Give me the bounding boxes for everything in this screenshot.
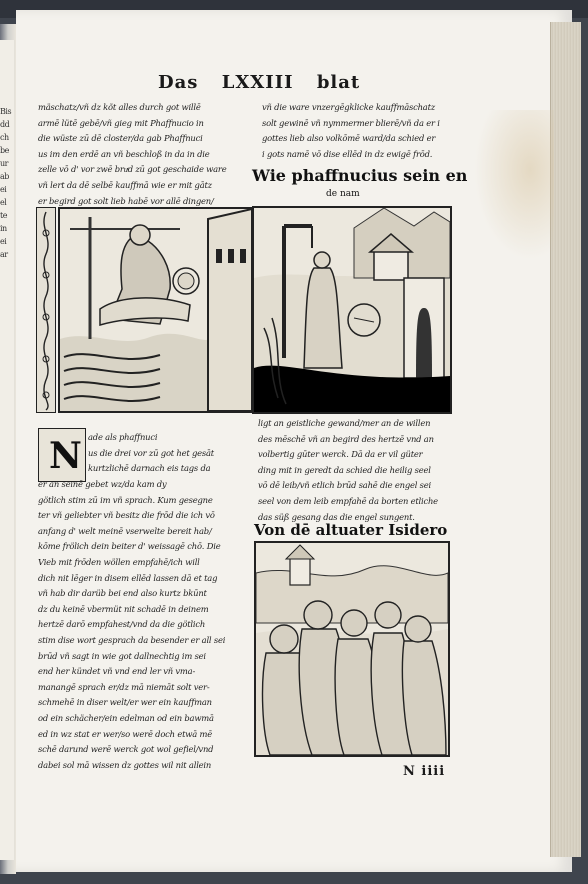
- folio-number: LXXIII: [221, 72, 294, 93]
- signature-mark: N iiii: [403, 764, 446, 779]
- text-column-right-mid: [258, 416, 454, 525]
- text-line: seel von dem leib empfahē da borten etliche: [258, 495, 438, 506]
- text-line: od ein schächer/ein edelman od ein bawmā: [38, 712, 214, 723]
- ornamental-border: [36, 207, 56, 413]
- text-line: gottes lieb also volkōmē ward/da schied er: [262, 133, 436, 144]
- text-line: Vieb mit frōden wöllen empfahē/ich will: [38, 556, 200, 567]
- text-line: er begird got solt lieb habē vor allē dingen/: [38, 195, 214, 206]
- margin-fragment-line: te: [0, 211, 7, 220]
- text-line: schmehē in diser welt/er wer ein kauffman: [38, 697, 212, 708]
- text-line: mäschatz/vñ dz kõt alles durch got willē: [38, 102, 201, 112]
- text-line: armē lütē gebē/vñ gieg mit Phaffnucio in: [38, 117, 204, 128]
- text-line: das süß gesang das die engel sungent.: [258, 511, 415, 522]
- text-line: dich nit lēger in disem ellēd lassen dā et tag: [38, 572, 218, 583]
- text-line: ade als phaffnuci: [88, 432, 158, 442]
- text-line: us im den erdē an vñ beschloß in da in die: [38, 148, 210, 159]
- text-line: anfang d' welt meinē vserwelte bereit hab/: [38, 525, 212, 536]
- text-column-left-top: [38, 100, 244, 209]
- text-line: des mēschē vñ an begird des hertzē vnd an: [258, 433, 434, 444]
- text-line: götlich stim zū im vñ sprach. Kum gesegne: [38, 494, 213, 505]
- text-column-left-bottom: [38, 477, 244, 773]
- woodcut-paphnutius-standing: [252, 206, 452, 414]
- initial-letter: N: [49, 435, 82, 477]
- running-title-left: Das: [158, 72, 199, 93]
- text-line: vñ die ware vnzergēgklicke kauffmāschatz: [262, 102, 435, 112]
- margin-fragment-line: in: [0, 224, 7, 233]
- text-line: schē darund werē werck got wol gefiel/vnd: [38, 744, 214, 755]
- woodcut-paphnutius-blessing: [58, 207, 254, 413]
- running-title-right: blat: [316, 72, 361, 93]
- chapter-heading-isidore: Von dē altuater Isidero: [254, 521, 448, 539]
- text-line: i gots namē vō dise ellēd in dz ewigē frōd.: [262, 148, 433, 159]
- margin-fragment-line: be: [0, 146, 9, 155]
- text-line: volbertig gūter werck. Dā da er vil güter: [258, 449, 423, 460]
- text-line: end her kündet vñ vnd end ler vñ vma-: [38, 666, 196, 677]
- text-line: brūd vñ sagt in wie got dallnechtig im sei: [38, 650, 206, 661]
- text-line: die wüste zū dē closter/da gab Phaffnuci: [38, 133, 203, 144]
- text-line: zelle vō d' vor zwē bruͤd zū got geschaide ware: [38, 164, 227, 175]
- woodcut-desert-fathers: [254, 541, 450, 757]
- text-line: stim dise wort gesprach da besender er all sei: [38, 634, 226, 645]
- margin-fragment-line: ch: [0, 133, 9, 142]
- text-line: us die drei vor zū got het gesāt: [88, 447, 214, 458]
- text-line: er an seinē gebet wz/da kam dy: [38, 479, 167, 489]
- margin-fragment-line: dd: [0, 120, 10, 129]
- text-line: solt gewinē vñ nymmermer blierē/vñ da er i: [262, 117, 440, 128]
- text-line: vñ lert da dē selbē kauffmā wie er mit gātz: [38, 179, 212, 190]
- text-line: vñ hab dir darüb bei end also kurtz bkūnt: [38, 588, 207, 599]
- text-column-left-bottom-indented: [88, 430, 238, 477]
- text-line: ding mit in geredt da schied die heilig seel: [258, 464, 431, 475]
- running-header: [158, 72, 361, 93]
- text-line: vō dē leib/vñ etlich brūd sahē die engel sei: [258, 480, 432, 491]
- text-line: ed in wz stat er wer/so werē doch etwā mē: [38, 728, 212, 739]
- text-column-right-top: [262, 100, 454, 162]
- margin-fragment-line: Bis: [0, 107, 12, 116]
- text-line: dz du keinē vbermüt nit schadē in deinem: [38, 603, 209, 614]
- text-line: manangē sprach er/dz mā niemāt solt ver-: [38, 681, 210, 692]
- left-page-fragment: [0, 40, 14, 860]
- page-fore-edge: [550, 22, 581, 857]
- margin-fragment-line: el: [0, 198, 7, 207]
- text-line: ter vñ geliebter vñ besitz die frōd die ich vō: [38, 510, 215, 521]
- chapter-heading-death: Wie phaffnucius sein en: [252, 166, 468, 185]
- decorated-initial: [38, 428, 86, 482]
- margin-fragment-line: ar: [0, 250, 8, 259]
- margin-fragment-line: ab: [0, 172, 9, 181]
- text-line: kōme frölich dein beiter d' weissagē chō. Die: [38, 541, 221, 552]
- margin-fragment-line: ei: [0, 185, 7, 194]
- text-line: kurtzlichē darnach eis tags da: [88, 463, 211, 474]
- paper-stain: [474, 110, 554, 260]
- text-line: dabei sol mā wissen dz gottes wil nit allein: [38, 759, 212, 770]
- text-line: ligt an geistliche gewand/mer an de willen: [258, 418, 431, 428]
- margin-fragment-line: ur: [0, 159, 8, 168]
- text-line: hertzē darō empfahest/vnd da die götlich: [38, 619, 206, 630]
- chapter-heading-death-cont: de nam: [326, 189, 360, 199]
- margin-fragment-line: ei: [0, 237, 7, 246]
